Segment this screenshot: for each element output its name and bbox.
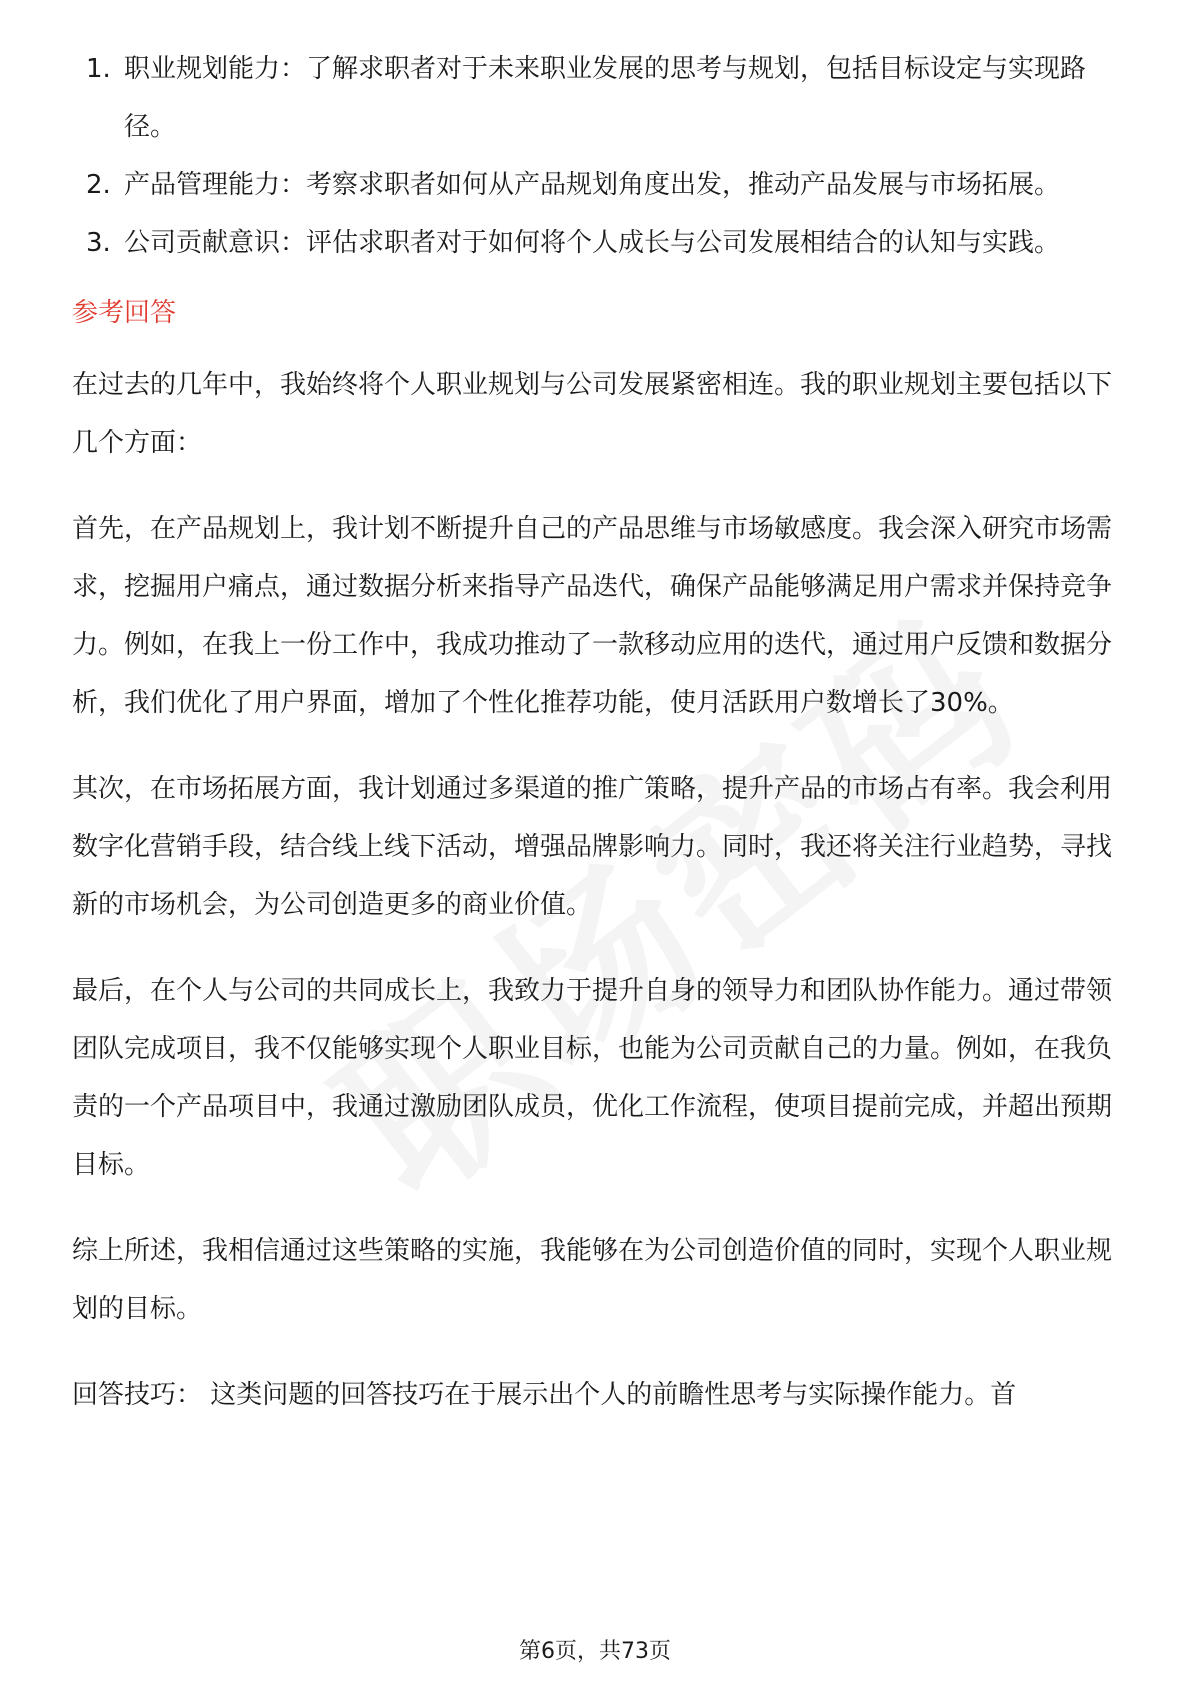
- tips-paragraph: 回答技巧： 这类问题的回答技巧在于展示出个人的前瞻性思考与实际操作能力。首: [72, 1380, 1017, 1410]
- answer-paragraph: 在过去的几年中，我始终将个人职业规划与公司发展紧密相连。我的职业规划主要包括以下几个方面：: [72, 370, 1113, 458]
- criteria-text: 职业规划能力：了解求职者对于未来职业发展的思考与规划，包括目标设定与实现路径。: [124, 54, 1087, 142]
- answer-paragraph: 其次，在市场拓展方面，我计划通过多渠道的推广策略，提升产品的市场占有率。我会利用数字化营销手段，结合线上线下活动，增强品牌影响力。同时，我还将关注行业趋势，寻找新的市场机会，为公司创造更多的商业价值。: [72, 774, 1113, 920]
- criteria-number: 2.: [86, 170, 111, 200]
- answer-paragraph: 最后，在个人与公司的共同成长上，我致力于提升自身的领导力和团队协作能力。通过带领团队完成项目，我不仅能够实现个人职业目标，也能为公司贡献自己的力量。例如，在我负责的一个产品项目中，我通过激励团队成员，优化工作流程，使项目提前完成，并超出预期目标。: [72, 976, 1113, 1180]
- page-content: [72, 40, 1120, 1452]
- page-footer: 第6页，共73页: [519, 1639, 671, 1664]
- answer-paragraph: 首先，在产品规划上，我计划不断提升自己的产品思维与市场敏感度。我会深入研究市场需求，挖掘用户痛点，通过数据分析来指导产品迭代，确保产品能够满足用户需求并保持竞争力。例如，在我上一份工作中，我成功推动了一款移动应用的迭代，通过用户反馈和数据分析，我们优化了用户界面，增加了个性化推荐功能，使月活跃用户数增长了30%。: [72, 514, 1113, 718]
- criteria-text: 公司贡献意识：评估求职者对于如何将个人成长与公司发展相结合的认知与实践。: [124, 228, 1061, 258]
- criteria-item: [72, 214, 1120, 272]
- criteria-list: [72, 40, 1120, 272]
- answer-paragraph: 综上所述，我相信通过这些策略的实施，我能够在为公司创造价值的同时，实现个人职业规划的目标。: [72, 1236, 1113, 1324]
- criteria-number: 1.: [86, 54, 111, 84]
- criteria-number: 3.: [86, 228, 111, 258]
- criteria-item: [72, 156, 1120, 214]
- criteria-text: 产品管理能力：考察求职者如何从产品规划角度出发，推动产品发展与市场拓展。: [124, 170, 1061, 200]
- criteria-item: [72, 40, 1120, 156]
- section-title: 参考回答: [72, 298, 177, 328]
